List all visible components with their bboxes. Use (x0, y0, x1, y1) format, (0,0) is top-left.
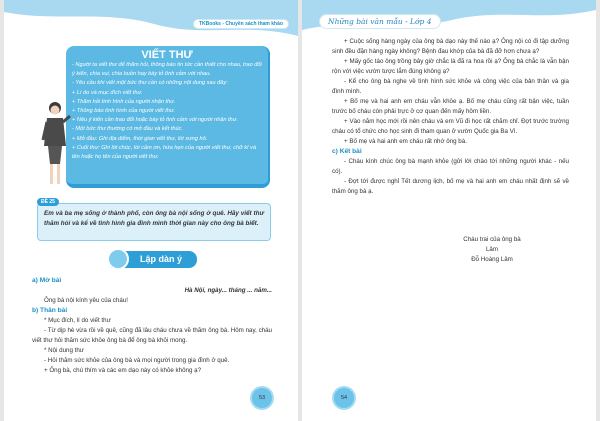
section-b-heading: b) Thân bài (32, 307, 68, 314)
task-badge: ĐỀ 25 (37, 198, 59, 206)
page-number: 54 (334, 388, 354, 408)
section-c-heading: c) Kết bài (332, 148, 362, 155)
header-tag: TKBooks - Chuyên sách tham khảo (194, 20, 288, 28)
body-line: + Mấy gốc táo ông trồng bây giờ chắc là đã ra hoa rồi ạ? Ông bà chắc là vẫn bận rộn với việc vườn tược lắm đúng không ạ? (332, 58, 569, 75)
signature-line: Cháu trai của ông bà (463, 236, 521, 243)
teacher-illustration (38, 98, 72, 188)
info-line: + Thăm hỏi tình hình của người nhận thư. (72, 98, 176, 105)
info-line: + Cuối thư: Ghi lời chúc, lời cảm ơn, hứa hẹn của người viết thư, chữ kí và tên hoặc họ tên của người viết thư. (72, 144, 257, 161)
signature-line: Lâm (485, 246, 499, 253)
body-line: + Bố mẹ và hai anh em cháu vẫn khỏe ạ. Bố mẹ cháu cũng rất bận việc, tuần trước bố cháu còn phải trực ở cơ quan đến mấy hôm liền. (332, 98, 569, 115)
body-line: + Cuộc sống hàng ngày của ông bà dạo này thế nào ạ? Ông nội có đi tập dưỡng sinh đều đặn hàng ngày không? Bệnh đau khớp của bà đã đỡ hơn chưa ạ? (332, 38, 569, 55)
signature-line: Đỗ Hoàng Lâm (471, 256, 513, 263)
task-box (37, 203, 271, 241)
signature (442, 235, 542, 265)
info-line: + Nêu ý kiến cần trao đổi hoặc bày tỏ tình cảm với người nhận thư. (72, 117, 238, 124)
header-title: Những bài văn mẫu - Lớp 4 (320, 15, 440, 28)
greeting: Ông bà nội kính yêu của cháu! (44, 297, 128, 304)
body-line: + Bố mẹ và hai anh em cháu rất nhớ ông bà. (344, 138, 467, 145)
closing-line: - Cháu kính chúc ông bà mạnh khỏe (gửi lời chào tới những người khác - nếu có). (332, 158, 569, 175)
outline-title: Lập dàn ý (111, 251, 197, 268)
body-line: * Mục đích, lí do viết thư (44, 317, 111, 324)
right-body (332, 37, 569, 197)
body-line: + Ông bà, chú thím và các em dạo này có khỏe không ạ? (44, 367, 202, 374)
outline-icon (107, 248, 129, 270)
info-line: + Lí do và mục đích viết thư. (72, 89, 143, 96)
date-line: Hà Nội, ngày... tháng ... năm... (184, 287, 272, 294)
left-body (32, 276, 272, 376)
body-line: - Từ dịp hè vừa rồi về quê, cũng đã lâu cháu chưa về thăm ông bà. Hôm nay, cháu viết thư hỏi thăm sức khỏe ông bà để ông bà khỏi mong. (32, 327, 272, 344)
info-line: - Một bức thư thường có mở đầu và kết thúc. (72, 126, 183, 133)
info-box (66, 46, 270, 188)
section-a-heading: a) Mở bài (32, 277, 62, 284)
info-line: + Thông báo tình hình của người viết thư. (72, 108, 175, 115)
task-text: Em và ba mẹ sống ở thành phố, còn ông bà nội sống ở quê. Hãy viết thư thăm hỏi và kể về tình hình gia đình mình thời gian này cho ông bà biết. (44, 210, 264, 227)
left-page (4, 0, 298, 421)
body-line: + Vào năm học mới rồi nên cháu và em Vũ đi học rất chăm chỉ. Đợt trước trường cháu có tổ chức cho học sinh đi tham quan ở vườn Quốc gia Ba Vì. (332, 118, 569, 135)
closing-line: - Đợt tới được nghỉ Tết dương lịch, bố mẹ và hai anh em cháu nhất định sẽ về thăm ông bà ạ. (332, 178, 569, 195)
page-number: 53 (252, 388, 272, 408)
info-title: VIẾT THƯ (141, 49, 193, 61)
body-line: * Nội dung thư (44, 347, 84, 354)
info-line: - Người ta viết thư để thăm hỏi, thông báo tin tức cần thiết cho nhau, trao đổi ý kiến, chia vui, chia buồn hay bày tỏ tình cảm với nhau. (72, 62, 262, 78)
body-line: - Hỏi thăm sức khỏe của ông bà và mọi người trong gia đình ở quê. (44, 357, 230, 364)
right-page (302, 0, 596, 421)
info-line: + Mở đầu: Ghi địa điểm, thời gian viết thư, lời xưng hô. (72, 135, 208, 142)
body-line: - Kể cho ông bà nghe về tình hình sức khỏe và công việc của bản thân và gia đình mình. (332, 78, 569, 95)
info-line: - Yêu cầu khi viết một bức thư cần có những nội dung sau đây: (72, 80, 228, 87)
